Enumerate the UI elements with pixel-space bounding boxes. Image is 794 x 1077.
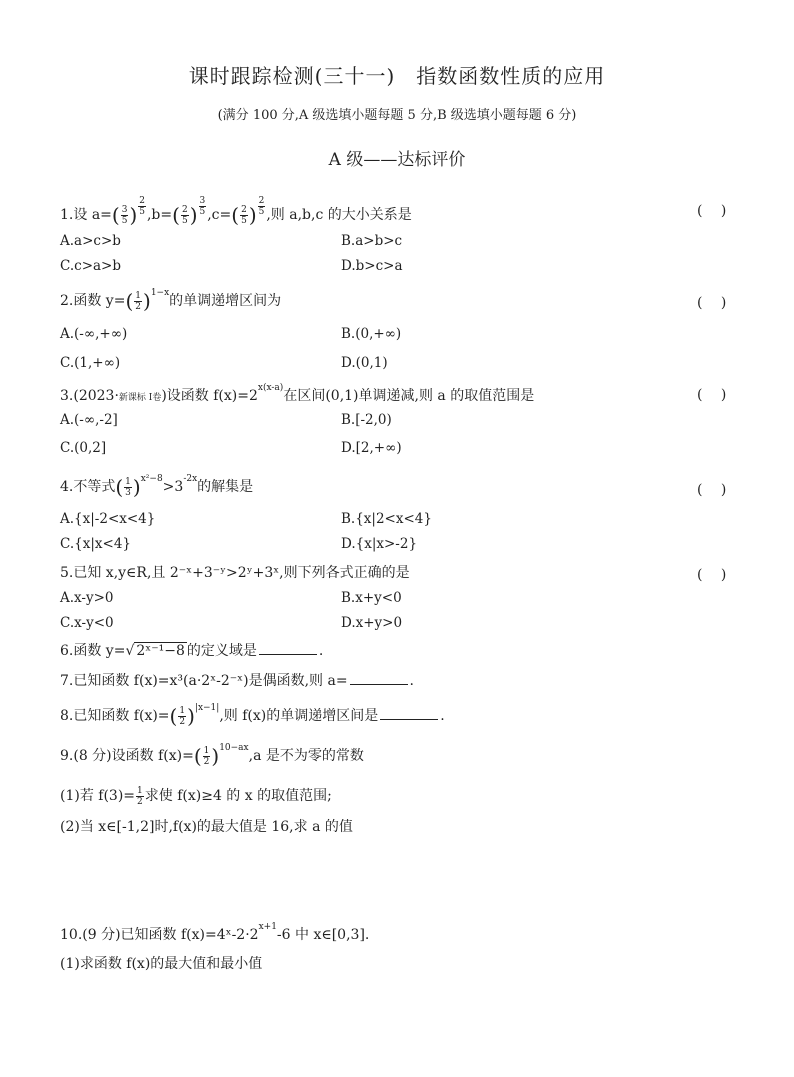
q3-option-c: C.(0,2]: [60, 440, 107, 456]
question-10-part-1: (1)求函数 f(x)的最大值和最小值: [60, 956, 263, 972]
q1-a-label: a=: [91, 207, 112, 223]
page-title: 课时跟踪检测(三十一) 指数函数性质的应用: [188, 64, 606, 88]
question-9-part-2: (2)当 x∈[-1,2]时,f(x)的最大值是 16,求 a 的值: [60, 819, 353, 835]
q4-option-d: D.{x|x>-2}: [341, 536, 418, 552]
q5-option-c: C.x-y<0: [60, 615, 114, 631]
question-4: 4.不等式( $\frac{1}{3}$ )$^{x^2-8}>3^{-2x}$的解集是: [60, 474, 254, 499]
q1-option-d: D.b>c>a: [341, 258, 403, 274]
q1-suffix: ,则 a,b,c 的大小关系是: [266, 207, 412, 223]
answer-blank-7[interactable]: [350, 684, 408, 685]
q4-option-a: A.{x|-2<x<4}: [60, 511, 156, 527]
q2-option-a: A.(-∞,+∞): [60, 326, 128, 342]
q1-option-a: A.a>c>b: [60, 233, 121, 249]
q1-prefix: 1.设: [60, 207, 92, 223]
q3-option-a: A.(-∞,-2]: [60, 412, 118, 428]
q3-option-b: B.[-2,0): [341, 412, 392, 428]
answer-paren-4: ( ): [697, 482, 727, 498]
answer-blank-6[interactable]: [259, 654, 317, 655]
section-heading: A 级——达标评价: [328, 150, 466, 170]
q5-option-d: D.x+y>0: [341, 615, 403, 631]
question-1: 1.设 a=( $\frac{3}{5}$ ) $^{\frac{2}{5}}$ ,b=( $\frac{2}{5}$ ) $^{\frac{3}{5}}$ ,c=( $\frac{2}{5}$ ) $^{\frac{2}{5}}$ ,则 a,b,c 的大小关系是: [60, 196, 412, 227]
q4-option-b: B.{x|2<x<4}: [341, 511, 432, 527]
answer-paren-1: ( ): [697, 203, 727, 219]
q5-option-b: B.x+y<0: [341, 590, 402, 606]
answer-paren-3: ( ): [697, 387, 727, 403]
q1-frac-a: $\frac{3}{5}$: [121, 204, 128, 226]
question-9-part-1: (1)若 f(3)= $\frac{1}{2}$ 求使 f(x)≥4 的 x 的取值范围;: [60, 785, 332, 807]
q2-option-c: C.(1,+∞): [60, 355, 121, 371]
question-6: 6.函数 y=√ 2ˣ⁻¹−8 的定义域是 .: [60, 643, 324, 659]
q1-c-label: ,c=: [207, 207, 232, 223]
question-7: 7.已知函数 f(x)=x³(a·2ˣ-2⁻ˣ)是偶函数,则 a= .: [60, 673, 414, 689]
answer-blank-8[interactable]: [380, 719, 438, 720]
q1-option-c: C.c>a>b: [60, 258, 122, 274]
answer-paren-2: ( ): [697, 295, 727, 311]
answer-paren-5: ( ): [697, 567, 727, 583]
q2-option-d: D.(0,1): [341, 355, 388, 371]
q1-option-b: B.a>b>c: [341, 233, 403, 249]
question-5: 5.已知 x,y∈R,且 2⁻ˣ+3⁻ʸ>2ʸ+3ˣ,则下列各式正确的是: [60, 565, 410, 581]
q6-radicand: 2ˣ⁻¹−8: [136, 643, 185, 659]
question-3: 3.(2023·新课标 Ⅰ卷)设函数 $f(x)=2^{x(x-a)}$在区间(0,1)单调递减,则 a 的取值范围是: [60, 383, 535, 404]
q5-option-a: A.x-y>0: [60, 590, 114, 606]
score-note: (满分 100 分,A 级选填小题每题 5 分,B 级选填小题每题 6 分): [217, 108, 577, 123]
q3-option-d: D.[2,+∞): [341, 440, 402, 456]
question-8: 8.已知函数 f(x)=( $\frac{1}{2}$ )$^{|x-1|}$,则 f(x)的单调递增区间是 .: [60, 703, 445, 728]
q2-option-b: B.(0,+∞): [341, 326, 402, 342]
q1-b-label: ,b=: [146, 207, 173, 223]
q4-option-c: C.{x|x<4}: [60, 536, 131, 552]
question-2: 2.函数 y=( $\frac{1}{2}$ )$^{1-x}$的单调递增区间为: [60, 288, 282, 313]
question-9: 9.(8 分)设函数 f(x)=( $\frac{1}{2}$ )$^{10-ax}$,a 是不为零的常数: [60, 743, 364, 768]
question-10: 10.(9 分)已知函数 $f(x)=4ˣ-2\cdot 2^{x+1}-6$ 中 x∈[0,3].: [60, 922, 370, 943]
